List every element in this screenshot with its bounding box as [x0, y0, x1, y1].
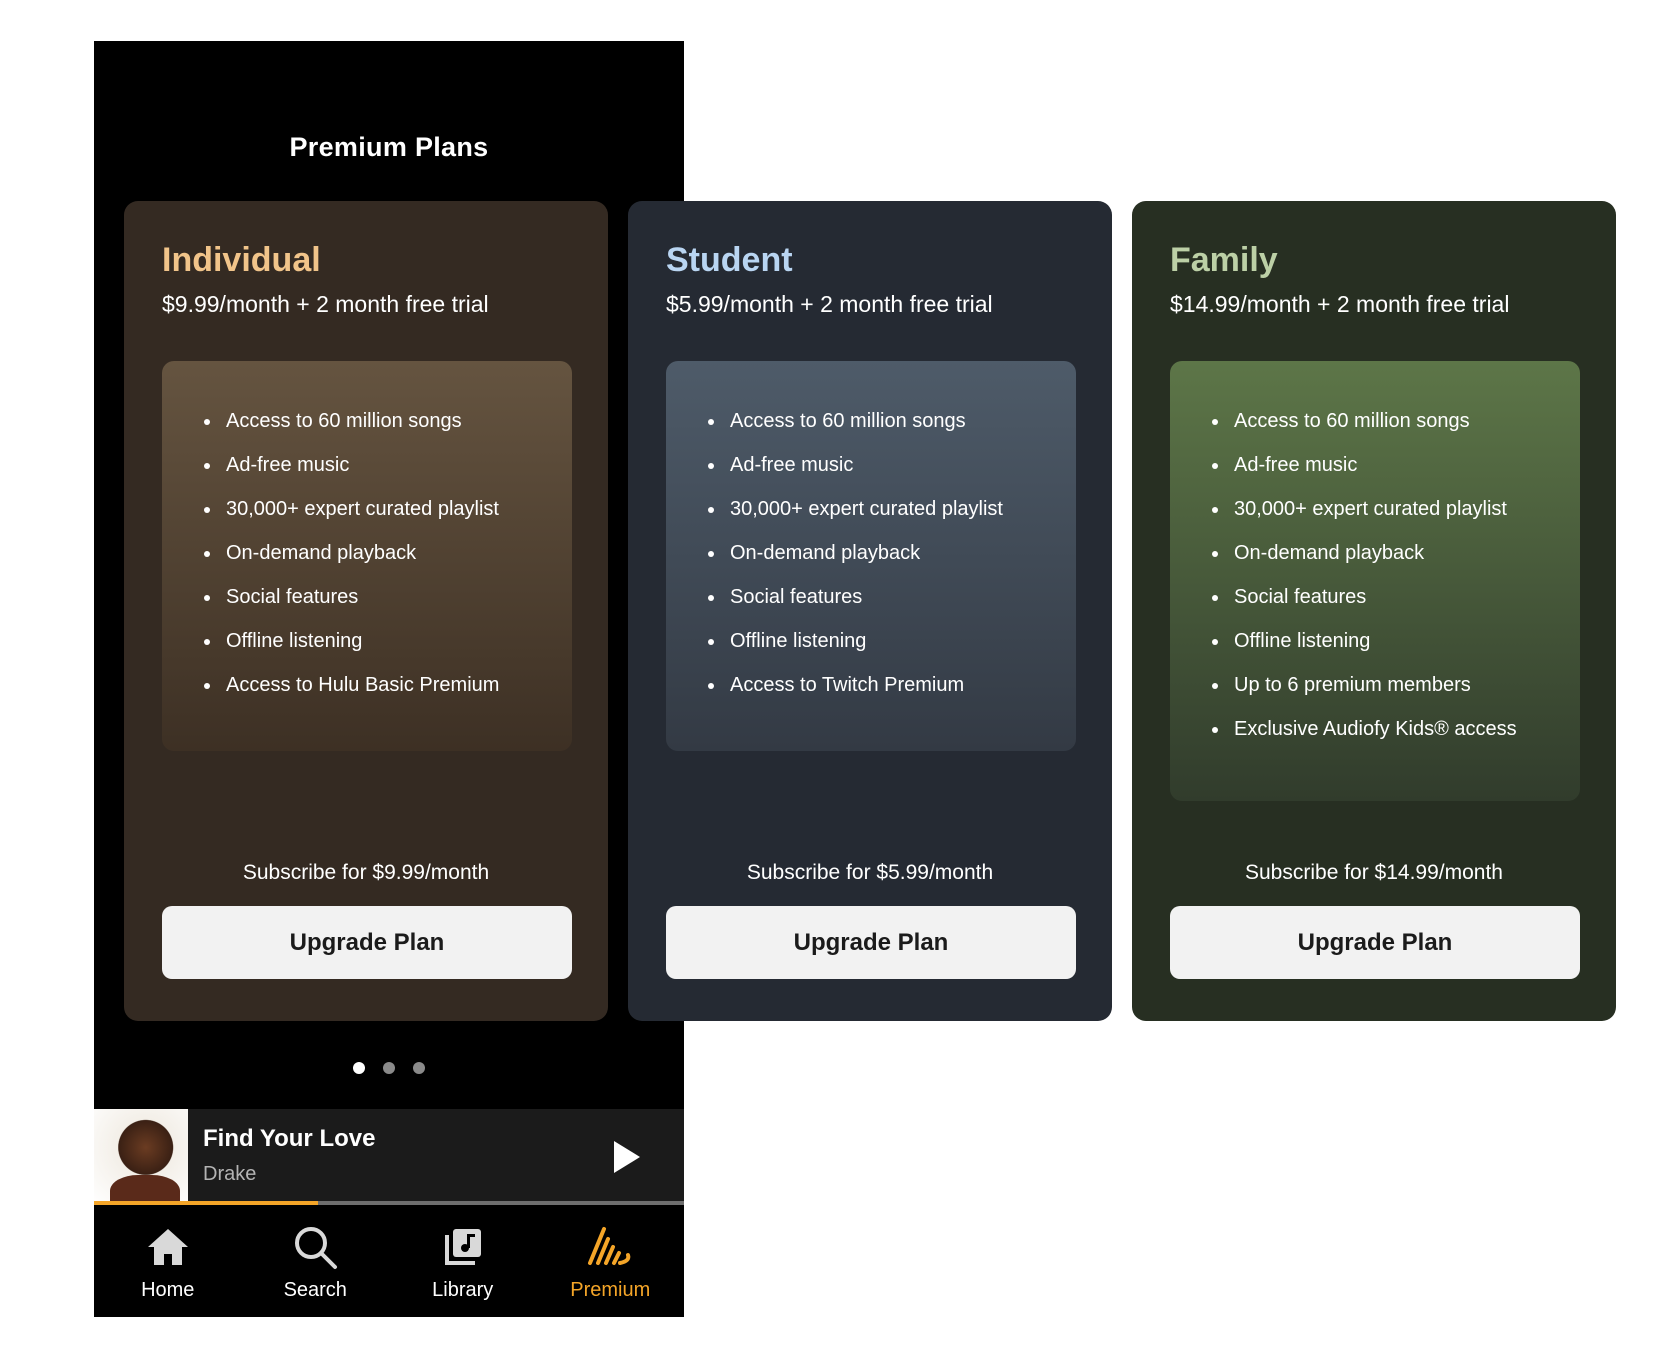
feature-item: Access to 60 million songs: [708, 407, 1076, 451]
play-button[interactable]: [606, 1137, 646, 1177]
features-box: [1170, 361, 1580, 801]
features-list: [666, 407, 1076, 715]
page-dot-1[interactable]: [353, 1062, 365, 1074]
tab-home[interactable]: [94, 1207, 242, 1317]
album-art: [94, 1109, 188, 1205]
subscribe-text: Subscribe for $9.99/month: [242, 861, 490, 884]
plan-card-family: [1132, 201, 1616, 1021]
feature-item: Social features: [204, 583, 572, 627]
tab-search[interactable]: [242, 1207, 390, 1317]
playback-progress-bar[interactable]: [94, 1201, 684, 1205]
feature-item: Ad-free music: [708, 451, 1076, 495]
feature-item: 30,000+ expert curated playlist: [1212, 495, 1580, 539]
features-box: [666, 361, 1076, 751]
features-box: [162, 361, 572, 751]
upgrade-plan-button-individual[interactable]: Upgrade Plan: [162, 906, 572, 979]
plan-price: $14.99/month + 2 month free trial: [1170, 291, 1510, 317]
features-list: [162, 407, 572, 715]
feature-item: Offline listening: [708, 627, 1076, 671]
play-icon: [606, 1137, 646, 1177]
subscribe-text: Subscribe for $14.99/month: [1245, 861, 1503, 884]
feature-item: Ad-free music: [204, 451, 572, 495]
track-artist: Drake: [203, 1163, 257, 1185]
track-title: Find Your Love: [203, 1125, 376, 1152]
feature-item: Offline listening: [1212, 627, 1580, 671]
feature-item: Access to Hulu Basic Premium: [204, 671, 572, 715]
plan-card-student: [628, 201, 1112, 1021]
plan-price: $9.99/month + 2 month free trial: [162, 291, 489, 317]
feature-item: Exclusive Audiofy Kids® access: [1212, 715, 1580, 759]
playback-progress-fill: [94, 1201, 318, 1205]
page-indicator: [94, 1062, 684, 1074]
tab-library[interactable]: [389, 1207, 537, 1317]
tab-label: Search: [283, 1279, 347, 1301]
premium-logo-icon: [586, 1223, 634, 1271]
feature-item: Offline listening: [204, 627, 572, 671]
plan-price: $5.99/month + 2 month free trial: [666, 291, 993, 317]
page-dot-2[interactable]: [383, 1062, 395, 1074]
feature-item: Access to Twitch Premium: [708, 671, 1076, 715]
feature-item: On-demand playback: [204, 539, 572, 583]
page-title: Premium Plans: [289, 132, 489, 162]
tab-label: Library: [432, 1279, 494, 1301]
feature-item: Ad-free music: [1212, 451, 1580, 495]
feature-item: 30,000+ expert curated playlist: [708, 495, 1076, 539]
feature-item: Access to 60 million songs: [204, 407, 572, 451]
feature-item: Social features: [1212, 583, 1580, 627]
tab-premium[interactable]: [537, 1207, 685, 1317]
bottom-tab-bar: [94, 1207, 684, 1317]
plan-name: Individual: [162, 241, 321, 279]
features-list: [1170, 407, 1580, 759]
now-playing-bar[interactable]: [94, 1109, 684, 1205]
library-icon: [439, 1223, 487, 1271]
plan-card-individual: [124, 201, 608, 1021]
page-dot-3[interactable]: [413, 1062, 425, 1074]
tab-label: Home: [141, 1279, 195, 1301]
plan-name: Student: [666, 241, 793, 279]
feature-item: On-demand playback: [708, 539, 1076, 583]
feature-item: Social features: [708, 583, 1076, 627]
home-icon: [144, 1223, 192, 1271]
tab-label: Premium: [570, 1279, 651, 1301]
plan-name: Family: [1170, 241, 1278, 279]
upgrade-plan-button-family[interactable]: Upgrade Plan: [1170, 906, 1580, 979]
subscribe-text: Subscribe for $5.99/month: [746, 861, 994, 884]
feature-item: On-demand playback: [1212, 539, 1580, 583]
feature-item: Up to 6 premium members: [1212, 671, 1580, 715]
feature-item: 30,000+ expert curated playlist: [204, 495, 572, 539]
search-icon: [291, 1223, 339, 1271]
feature-item: Access to 60 million songs: [1212, 407, 1580, 451]
upgrade-plan-button-student[interactable]: Upgrade Plan: [666, 906, 1076, 979]
